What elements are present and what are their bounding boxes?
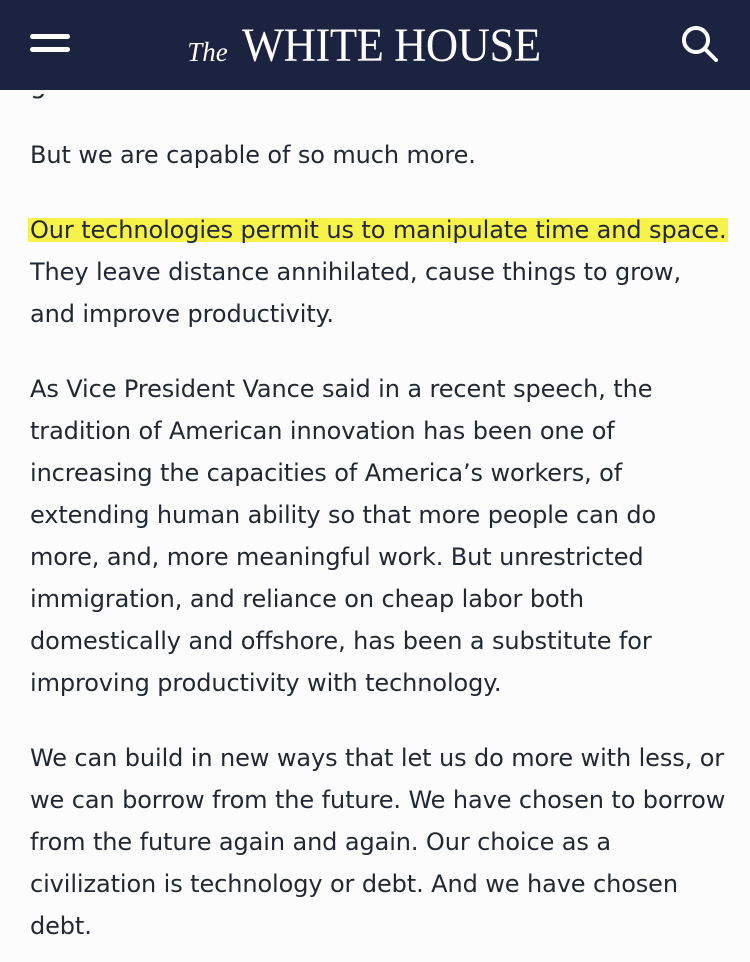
paragraph-4: We can build in new ways that let us do more with less, or we can borrow from the future. We have chosen to borrow from the future again and again. Our choice as a civilization is technology or debt. And we have chosen debt. (30, 744, 726, 940)
article-body (30, 134, 730, 962)
site-logo[interactable] (187, 18, 563, 73)
site-header (0, 0, 750, 90)
search-icon-graphic (678, 22, 722, 66)
search-icon[interactable] (678, 22, 722, 66)
highlighted-text: Our technologies permit us to manipulate time and space. (30, 216, 727, 244)
paragraph-2 (30, 209, 730, 335)
menu-bar-bottom (30, 47, 70, 52)
brand-prefix: The (187, 36, 228, 67)
menu-bar-top (30, 34, 70, 39)
paragraph-2-rest: They leave distance annihilated, cause things to grow, and improve productivity. (30, 258, 681, 328)
paragraph-1: But we are capable of so much more. (30, 141, 476, 169)
hamburger-menu-icon[interactable] (30, 28, 70, 60)
paragraph-3: As Vice President Vance said in a recent speech, the tradition of American innovation has been one of increasing the capacities of America’s workers, of extending human ability so that more people can do more, and, more meaningful work. But unrestricted immigration, and reliance on cheap labor both domestically and offshore, has been a substitute for improving productivity with technology. (30, 375, 657, 697)
brand-name: WHITE HOUSE (241, 18, 541, 72)
